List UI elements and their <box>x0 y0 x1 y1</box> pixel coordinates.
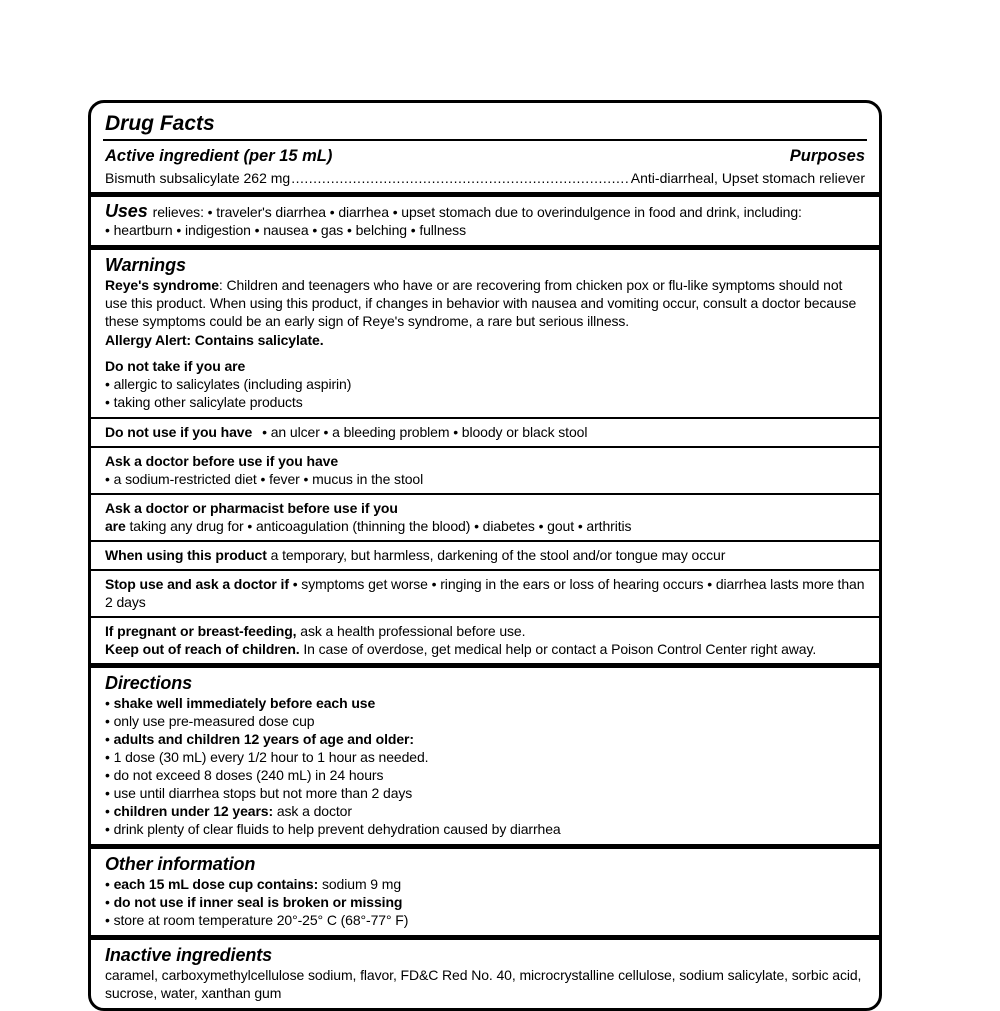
when-using-text: a temporary, but harmless, darkening of the stool and/or tongue may occur <box>270 547 726 563</box>
uses-line2: • heartburn • indigestion • nausea • gas • belching • fullness <box>105 222 466 238</box>
do-not-use-text: • an ulcer • a bleeding problem • bloody or black stool <box>262 424 588 440</box>
when-using-lead: When using this product <box>105 547 271 563</box>
directions-item-text: drink plenty of clear fluids to help prevent dehydration caused by diarrhea <box>113 821 561 837</box>
ask-doctor-heading: Ask a doctor before use if you have <box>105 453 339 469</box>
directions-item-text: do not exceed 8 doses (240 mL) in 24 hours <box>113 767 384 783</box>
list-item <box>105 766 865 784</box>
uses-text1: relieves: • traveler's diarrhea • diarrhea • upset stomach due to overindulgence in food and drink, including: <box>152 204 802 220</box>
directions-item-text: use until diarrhea stops but not more than 2 days <box>113 785 413 801</box>
pregnant-lead: If pregnant or breast-feeding, <box>105 623 301 639</box>
other-information-heading: Other information <box>105 854 256 874</box>
do-not-use-row <box>91 419 879 446</box>
page-title: Drug Facts <box>105 112 215 135</box>
ask-pharmacist-heading: Ask a doctor or pharmacist before use if you <box>105 500 398 516</box>
list-item <box>105 784 865 802</box>
do-not-take-block <box>105 357 865 411</box>
stop-use-row <box>91 571 879 616</box>
ask-pharmacist-row <box>91 495 879 540</box>
list-item <box>105 820 865 838</box>
purposes-heading: Purposes <box>789 147 865 165</box>
list-item <box>105 802 865 820</box>
list-item: • taking other salicylate products <box>105 393 865 411</box>
list-item <box>105 911 865 929</box>
stop-use-text: • symptoms get worse • ringing in the ears or loss of hearing occurs • diarrhea lasts more than 2 days <box>105 576 865 610</box>
do-not-take-heading: Do not take if you are <box>105 358 246 374</box>
ask-doctor-text: • a sodium-restricted diet • fever • mucus in the stool <box>105 471 424 487</box>
ask-pharmacist-line2 <box>105 517 865 535</box>
active-ingredient-heading: Active ingredient (per 15 mL) <box>105 147 333 165</box>
reyes-text: : Children and teenagers who have or are recovering from chicken pox or flu-like symptoms should not use this product. When using this product, if changes in behavior with nausea and vomiting occur, consult a doctor because these symptoms could be an early sign of Reye's syndrome, a rare but serious illness. <box>105 277 857 329</box>
purpose-value: Anti-diarrheal, Upset stomach reliever <box>630 170 865 186</box>
uses-line1 <box>105 202 865 221</box>
uses-heading: Uses <box>105 201 148 221</box>
other-information-section <box>91 849 879 935</box>
directions-list <box>105 694 865 838</box>
directions-item-text: 1 dose (30 mL) every 1/2 hour to 1 hour as needed. <box>113 749 429 765</box>
list-item <box>105 748 865 766</box>
list-item <box>105 893 865 911</box>
keep-out-text: In case of overdose, get medical help or contact a Poison Control Center right away. <box>303 641 817 657</box>
do-not-use-lead: Do not use if you have <box>105 424 253 440</box>
directions-item-text: only use pre-measured dose cup <box>113 713 315 729</box>
ask-pharmacist-lead: are <box>105 518 130 534</box>
reyes-lead: Reye's syndrome <box>105 277 219 293</box>
warnings-section <box>91 250 879 417</box>
allergy-alert: Allergy Alert: Contains salicylate. <box>105 332 324 348</box>
pregnant-line <box>105 622 865 640</box>
directions-heading: Directions <box>105 673 193 693</box>
dot-leader <box>291 169 630 187</box>
pregnancy-row <box>91 618 879 663</box>
directions-item-bold: adults and children 12 years of age and older: <box>113 731 414 747</box>
directions-item-bold: shake well immediately before each use <box>113 695 376 711</box>
active-ingredient-name: Bismuth subsalicylate 262 mg <box>105 170 291 186</box>
ask-pharmacist-text: taking any drug for • anticoagulation (thinning the blood) • diabetes • gout • arthritis <box>129 518 632 534</box>
directions-section <box>91 668 879 844</box>
ask-doctor-row <box>91 448 879 493</box>
pregnant-text: ask a health professional before use. <box>300 623 526 639</box>
list-item <box>105 712 865 730</box>
other-info-item-text: store at room temperature 20°-25° C (68°-77° F) <box>113 912 409 928</box>
warnings-heading: Warnings <box>105 255 186 275</box>
list-item <box>105 694 865 712</box>
inactive-ingredients-text: caramel, carboxymethylcellulose sodium, flavor, FD&C Red No. 40, microcrystalline cellulose, sodium salicylate, sorbic acid, sucrose, water, xanthan gum <box>105 967 862 1001</box>
active-ingredient-header-row <box>91 141 879 166</box>
other-info-item-bold: each 15 mL dose cup contains: <box>113 876 322 892</box>
other-information-list <box>105 875 865 929</box>
reyes-syndrome-paragraph <box>105 276 865 330</box>
inactive-ingredients-heading: Inactive ingredients <box>105 945 273 965</box>
do-not-take-list <box>105 375 865 411</box>
stop-use-lead: Stop use and ask a doctor if <box>105 576 293 592</box>
list-item <box>105 730 865 748</box>
other-info-item-bold: do not use if inner seal is broken or missing <box>113 894 403 910</box>
drug-facts-label <box>88 100 882 1011</box>
keep-out-lead: Keep out of reach of children. <box>105 641 304 657</box>
active-ingredient-row <box>91 166 879 192</box>
inactive-ingredients-section <box>91 940 879 1008</box>
list-item: • allergic to salicylates (including aspirin) <box>105 375 865 393</box>
directions-item-bold: children under 12 years: <box>113 803 277 819</box>
other-info-item-text: sodium 9 mg <box>321 876 402 892</box>
when-using-row <box>91 542 879 569</box>
directions-item-text: ask a doctor <box>276 803 352 819</box>
keep-out-line <box>105 640 865 658</box>
list-item <box>105 875 865 893</box>
uses-section <box>91 197 879 245</box>
